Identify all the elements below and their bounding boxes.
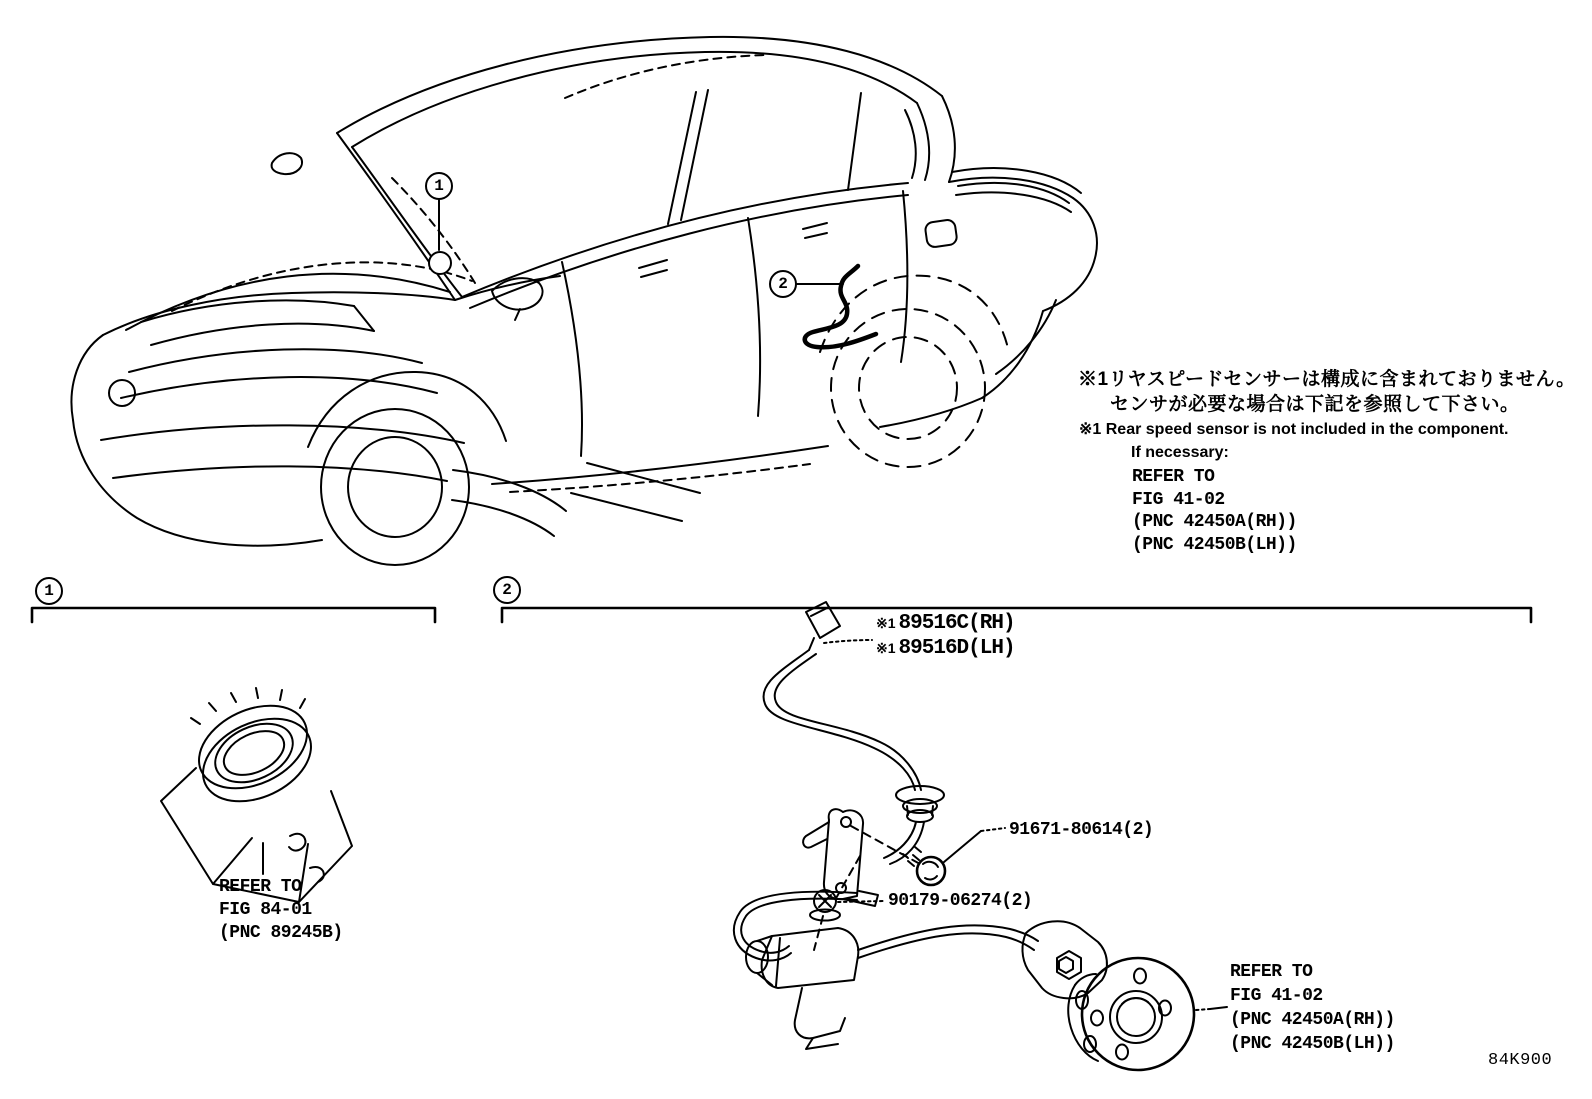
bolt-label-leader	[944, 831, 981, 862]
refer-fig8401-block	[219, 876, 343, 945]
section-2-marker: 2	[493, 576, 521, 604]
section-1-marker: 1	[35, 577, 63, 605]
section-1-bracket	[32, 608, 435, 622]
car-callout-1-pointer	[429, 200, 451, 274]
sensor-rh-label	[876, 612, 1015, 637]
rear-wheel	[831, 309, 985, 467]
hub-flange	[1082, 958, 1194, 1070]
note-japanese-line-2: センサが必要な場合は下記を参照して下さい。	[1110, 394, 1520, 415]
note-refer-line: FIG 41-02	[1132, 489, 1225, 510]
wheel-hub-illustration	[1068, 958, 1227, 1070]
note-refer-line: (PNC 42450B(LH))	[1132, 534, 1297, 555]
sensor-location-dot	[429, 252, 451, 274]
note-refer-line: (PNC 42450A(RH))	[1132, 512, 1297, 532]
section-brackets	[32, 608, 1531, 622]
refer-line: REFER TO	[219, 877, 302, 897]
bolt-part-label: 91671-80614(2)	[1009, 820, 1154, 840]
refer-line: REFER TO	[1230, 962, 1313, 982]
section-2-bracket	[502, 608, 1531, 622]
part-number: 89516C(RH)	[898, 612, 1015, 635]
note-mark: ※1	[876, 640, 896, 656]
refer-line: (PNC 89245B)	[219, 923, 343, 943]
refer-line: FIG 41-02	[1230, 986, 1323, 1006]
fuel-door	[924, 219, 957, 248]
refer-line: (PNC 42450A(RH))	[1230, 1010, 1395, 1030]
car-illustration	[71, 37, 1096, 565]
sensor-head	[1022, 921, 1106, 998]
note-refer-line: REFER TO	[1132, 467, 1215, 487]
hub-refer-leader	[1196, 1009, 1210, 1010]
note-japanese-line-1: ※1リヤスピードセンサーは構成に含まれておりません。	[1078, 369, 1576, 390]
note-mark: ※1	[876, 615, 896, 631]
note-refer-block	[1132, 466, 1297, 556]
sensor-part-labels	[876, 612, 1015, 662]
steering-sensor-illustration	[161, 688, 352, 902]
refer-line: FIG 84-01	[219, 900, 312, 920]
brand-emblem-icon	[109, 380, 135, 406]
sensor-label-leader	[824, 640, 872, 643]
car-callout-2-pointer	[797, 266, 876, 347]
note-english-line-1: ※1 Rear speed sensor is not included in the component.	[1079, 421, 1509, 438]
nut-part-label: 90179-06274(2)	[888, 891, 1033, 911]
far-door-mirror	[272, 153, 302, 174]
part-number: 89516D(LH)	[898, 637, 1015, 660]
refer-fig4102-block	[1230, 960, 1395, 1056]
note-english-line-2: If necessary:	[1131, 444, 1229, 461]
rear-sensor-harness	[805, 266, 876, 347]
car-callout-1: 1	[425, 172, 453, 200]
refer-line: (PNC 42450B(LH))	[1230, 1034, 1395, 1054]
car-callout-2: 2	[769, 270, 797, 298]
sensor-lh-label	[876, 637, 1015, 662]
drawing-code: 84K900	[1488, 1051, 1553, 1070]
nut-label-leader	[838, 901, 884, 902]
